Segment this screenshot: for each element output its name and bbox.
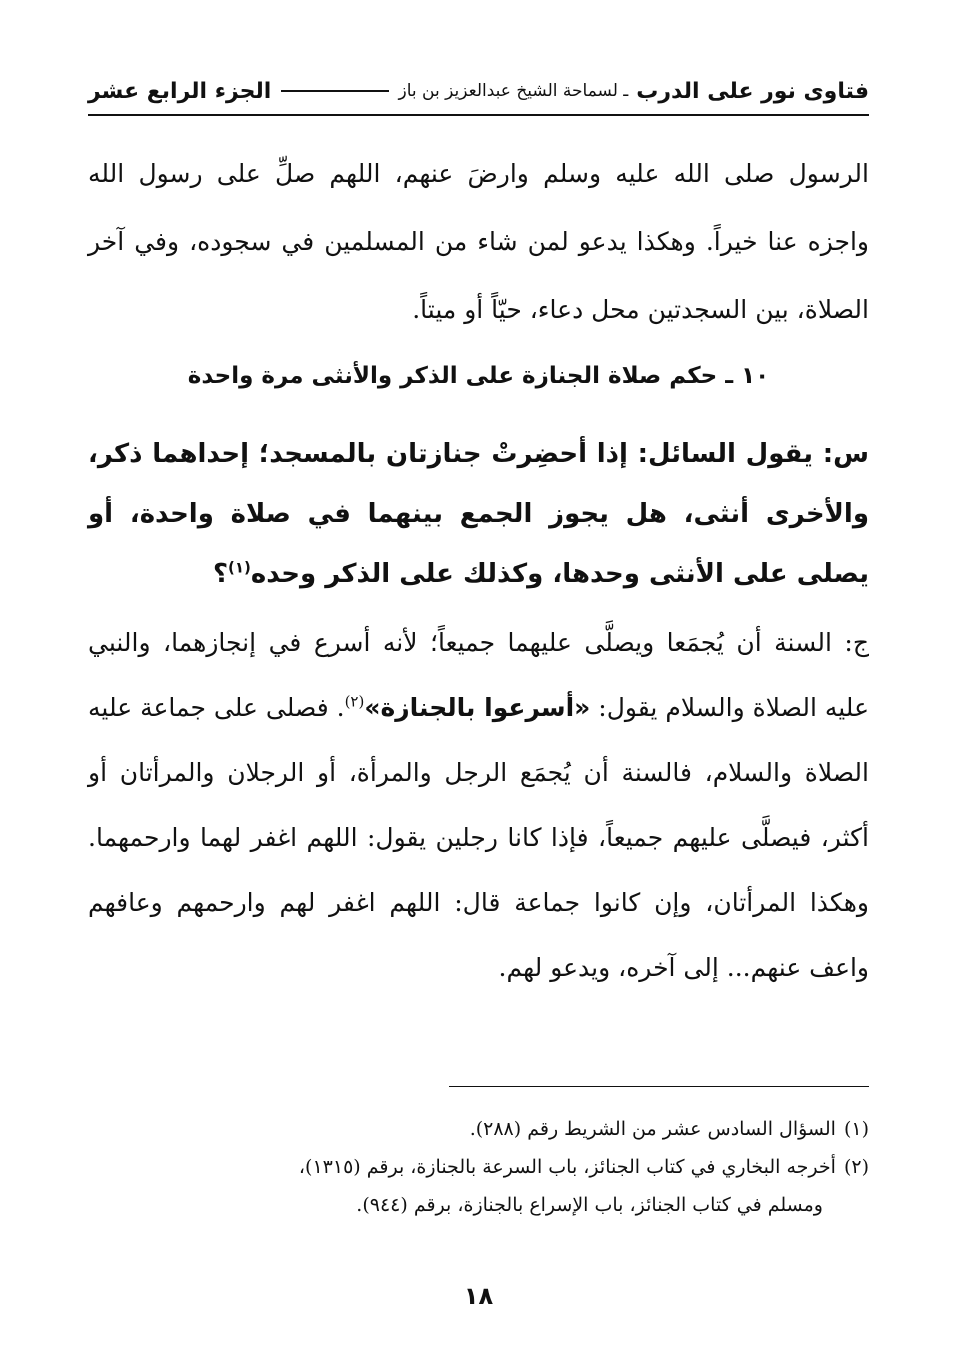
footnote-separator — [449, 1086, 869, 1087]
footnote-1 — [88, 1110, 869, 1148]
author-name: ـ لسماحة الشيخ عبدالعزيز بن باز — [398, 81, 629, 101]
footnote-ref-2: (٢) — [344, 692, 365, 711]
footnote-ref-1: (١) — [228, 558, 251, 577]
hadith-quote: «أسرعوا بالجنازة» — [364, 693, 591, 722]
question-text: س: يقول السائل: إذا أحضِرتْ جنازتان بالمسجد؛ إحداهما ذكر، والأخرى أنثى، هل يجوز الجمع بينهما في صلاة واحدة، أو يصلى على الأنثى وحدها، وكذلك على الذكر وحده — [88, 439, 869, 589]
answer-paragraph — [88, 610, 869, 1000]
section-title: ١٠ ـ حكم صلاة الجنازة على الذكر والأنثى مرة واحدة — [187, 363, 770, 389]
footnote-number: (٢) — [843, 1156, 869, 1178]
running-header — [88, 72, 869, 116]
question-paragraph — [88, 424, 869, 604]
answer-text-start: ج: السنة أن يُجمَعا ويصلَّى عليهما جميعاً؛ لأنه أسرع في إنجازهما، والنبي عليه الصلاة والسلام يقول: — [88, 628, 869, 722]
footnote-number: (١) — [843, 1118, 869, 1140]
book-title: فتاوى نور على الدرب — [636, 78, 869, 104]
volume-label: الجزء الرابع عشر — [88, 78, 272, 104]
footnote-2-continuation: ومسلم في كتاب الجنائز، باب الإسراع بالجنازة، برقم (٩٤٤). — [356, 1194, 823, 1216]
intro-paragraph: الرسول صلى الله عليه وسلم وارضَ عنهم، اللهم صلِّ على رسول الله واجزه عنا خيراً. وهكذا يدعو لمن شاء من المسلمين في سجوده، وفي آخر الصلاة، بين السجدتين محل دعاء، حيّاً أو ميتاً. — [88, 159, 869, 324]
footnote-text: السؤال السادس عشر من الشريط رقم (٢٨٨). — [469, 1118, 836, 1140]
footnotes — [88, 1110, 869, 1224]
question-mark: ؟ — [212, 559, 229, 589]
footnote-text: أخرجه البخاري في كتاب الجنائز، باب السرعة بالجنازة، برقم (١٣١٥)، — [298, 1156, 836, 1178]
footnote-2 — [88, 1148, 869, 1186]
page-number: ١٨ — [463, 1282, 494, 1310]
header-rule — [281, 90, 388, 92]
page-body — [88, 140, 869, 1000]
answer-text-end: . فصلى على جماعة عليه الصلاة والسلام، فالسنة أن يُجمَع الرجل والمرأة، أو الرجلان والمرأتان أو أكثر، فيصلَّى عليهم جميعاً، فإذا كانا رجلين يقول: اللهم اغفر لهما وارحمهما. وهكذا المرأتان، وإن كانوا جماعة قال: اللهم اغفر لهم وارحمهم وعافهم واعف عنهم... إلى آخره، ويدعو لهم. — [88, 693, 869, 982]
